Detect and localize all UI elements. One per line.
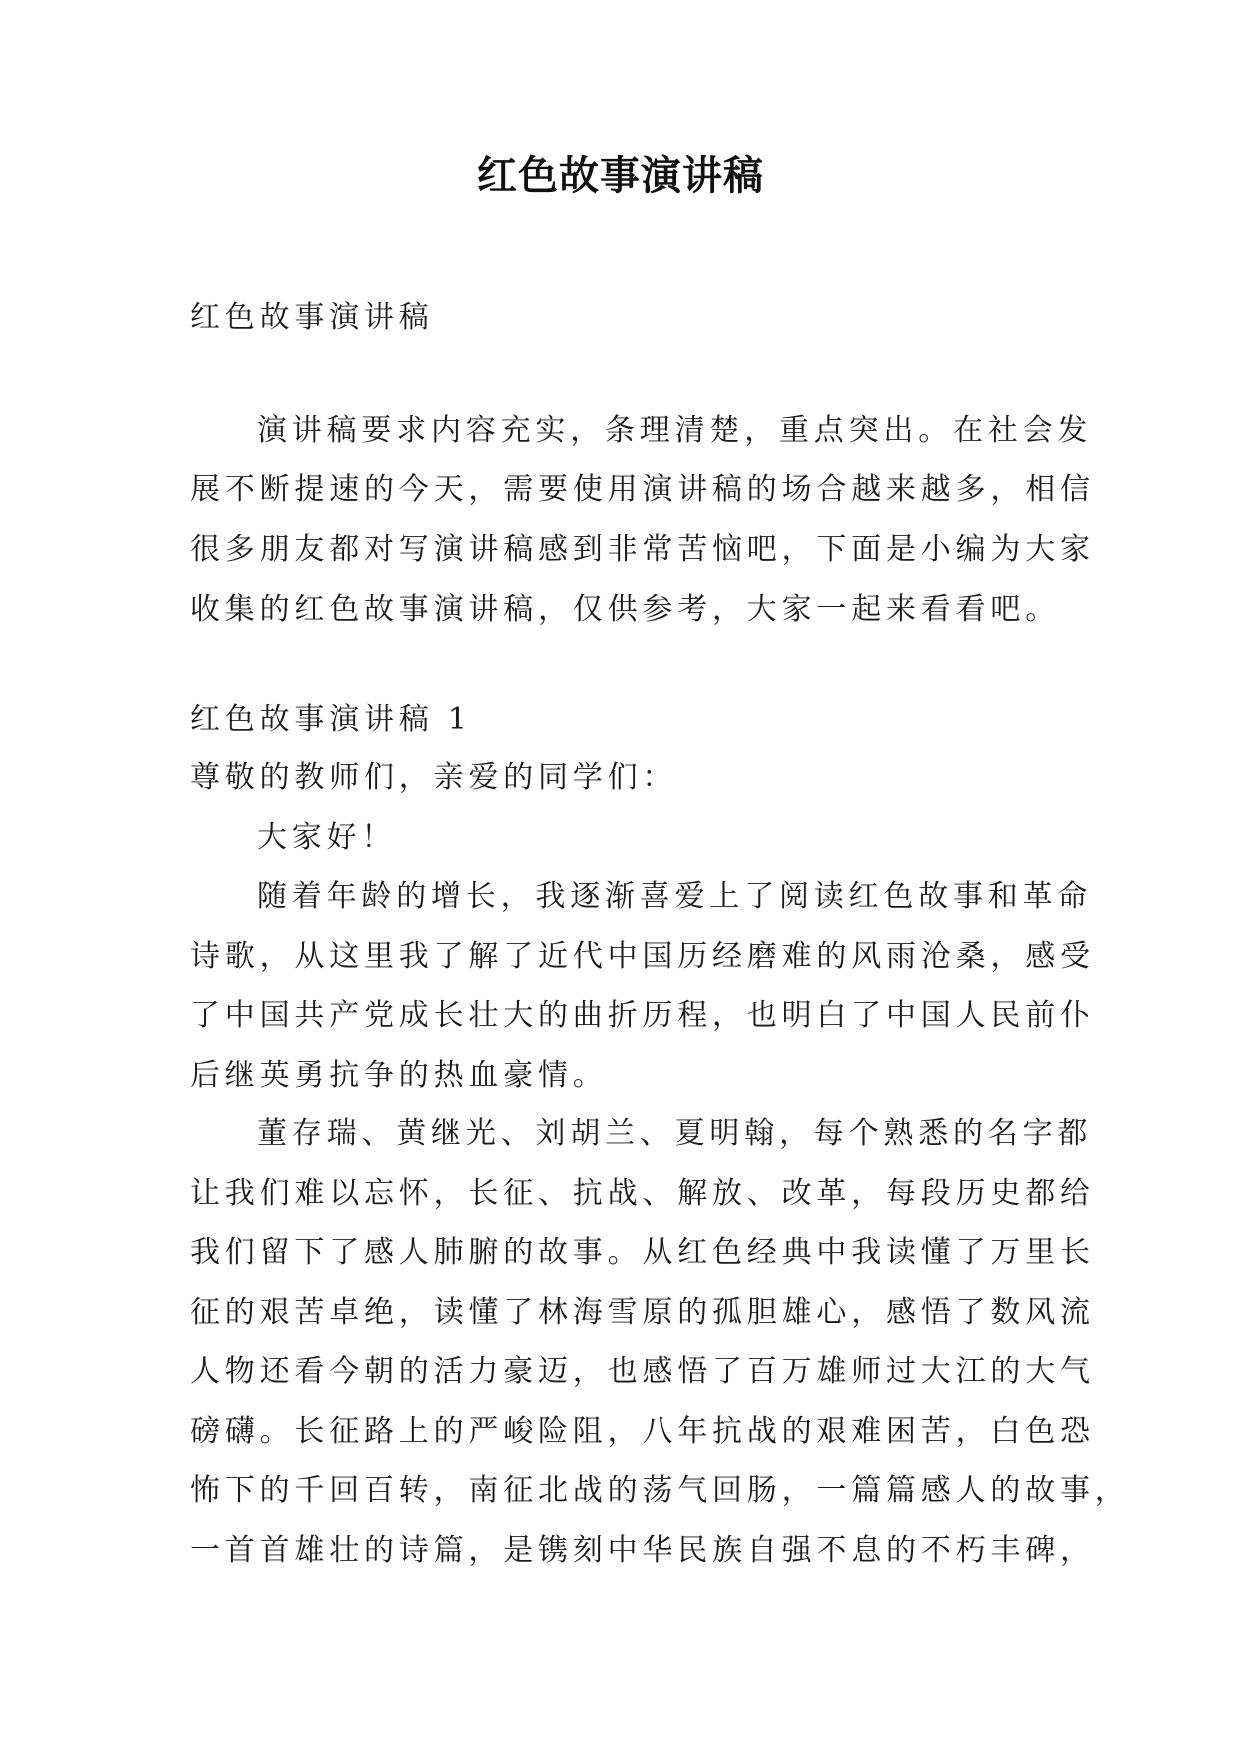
paragraph-line: 后继英勇抗争的热血豪情。 (190, 1058, 608, 1093)
paragraph-line: 怖下的千回百转，南征北战的荡气回肠，一篇篇感人的故事， (190, 1473, 1130, 1508)
section-heading: 红色故事演讲稿 1 (190, 702, 472, 737)
document-title: 红色故事演讲稿 (477, 152, 764, 199)
intro-line: 演讲稿要求内容充实，条理清楚，重点突出。在社会发 (257, 413, 1093, 448)
intro-line: 展不断提速的今天，需要使用演讲稿的场合越来越多，相信 (190, 472, 1095, 507)
paragraph-line: 我们留下了感人肺腑的故事。从红色经典中我读懂了万里长 (190, 1235, 1095, 1270)
paragraph-line: 征的艰苦卓绝，读懂了林海雪原的孤胆雄心，感悟了数风流 (190, 1295, 1095, 1330)
paragraph-line: 随着年龄的增长，我逐渐喜爱上了阅读红色故事和革命 (257, 879, 1093, 914)
paragraph-line: 董存瑞、黄继光、刘胡兰、夏明翰，每个熟悉的名字都 (257, 1116, 1093, 1151)
paragraph-line: 诗歌，从这里我了解了近代中国历经磨难的风雨沧桑，感受 (190, 939, 1095, 974)
paragraph-line: 磅礴。长征路上的严峻险阻，八年抗战的艰难困苦，白色恐 (190, 1414, 1095, 1449)
salutation: 尊敬的教师们，亲爱的同学们： (190, 760, 678, 795)
paragraph-line: 人物还看今朝的活力豪迈，也感悟了百万雄师过大江的大气 (190, 1354, 1095, 1389)
paragraph-line: 让我们难以忘怀，长征、抗战、解放、改革，每段历史都给 (190, 1176, 1095, 1211)
intro-line: 很多朋友都对写演讲稿感到非常苦恼吧，下面是小编为大家 (190, 532, 1095, 567)
document-subtitle: 红色故事演讲稿 (190, 300, 434, 335)
intro-line: 收集的红色故事演讲稿，仅供参考，大家一起来看看吧。 (190, 592, 1060, 627)
paragraph-line: 一首首雄壮的诗篇，是镌刻中华民族自强不息的不朽丰碑， (190, 1533, 1095, 1568)
greeting: 大家好！ (257, 820, 397, 855)
paragraph-line: 了中国共产党成长壮大的曲折历程，也明白了中国人民前仆 (190, 998, 1095, 1033)
